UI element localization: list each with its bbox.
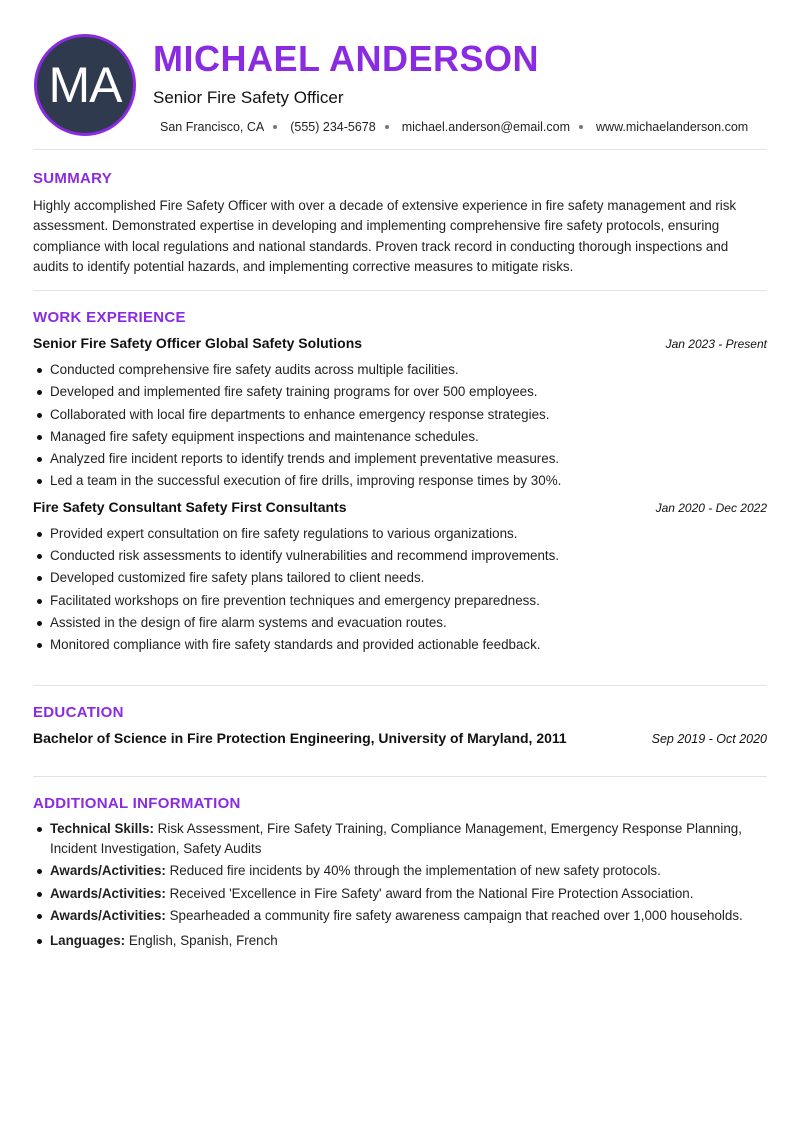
education-date: Sep 2019 - Oct 2020 [651,732,767,746]
education-heading: EDUCATION [33,704,124,721]
contact-email[interactable]: michael.anderson@email.com [401,120,571,134]
list-item: Led a team in the successful execution of fire drills, improving response times by 30%. [33,470,767,492]
item-text: Risk Assessment, Fire Safety Training, Compliance Management, Emergency Response Planning, Incident Investigation, Safety Audits [50,821,742,856]
contact-phone[interactable]: (555) 234-5678 [290,120,376,134]
resume-header [33,0,767,150]
list-item: Developed and implemented fire safety training programs for over 500 employees. [33,381,767,403]
job-header [33,335,767,357]
summary-heading: SUMMARY [33,170,113,187]
list-item [33,931,767,951]
item-label: Languages: [50,932,126,948]
list-item [33,819,767,858]
list-item: Managed fire safety equipment inspections and maintenance schedules. [33,426,767,448]
job-date: Jan 2020 - Dec 2022 [655,500,767,515]
separator-dot [385,125,389,129]
list-item: Collaborated with local fire departments to enhance emergency response strategies. [33,404,767,426]
item-label: Technical Skills: [50,821,154,836]
item-text: Reduced fire incidents by 40% through the implementation of new safety protocols. [165,863,661,878]
avatar: MA [34,34,136,136]
job-entry [33,499,767,657]
education-entry [33,730,767,746]
list-item: Facilitated workshops on fire prevention techniques and emergency preparedness. [33,590,767,612]
summary-text: Highly accomplished Fire Safety Officer with over a decade of extensive experience in fire safety management and risk assessment. Demonstrated expertise in developing and implementing comprehensive fire safety protocols, ensuring compliance with local regulations and national standards. Proven track record in conducting thorough inspections and audits to identify potential hazards, and implementing corrective measures to mitigate risks. [33,198,737,274]
job-header [33,499,767,521]
list-item: Conducted comprehensive fire safety audits across multiple facilities. [33,359,767,381]
work-experience-heading: WORK EXPERIENCE [33,309,186,326]
job-bullets [33,523,767,657]
additional-info-section [33,777,767,950]
list-item [33,884,767,904]
list-item: Conducted risk assessments to identify vulnerabilities and recommend improvements. [33,545,767,567]
separator-dot [579,125,583,129]
additional-info-list [33,819,767,950]
contact-website[interactable]: www.michaelanderson.com [596,120,749,134]
list-item: Assisted in the design of fire alarm systems and evacuation routes. [33,612,767,634]
candidate-title: Senior Fire Safety Officer [153,88,344,107]
candidate-name: MICHAEL ANDERSON [153,38,540,79]
education-degree: Bachelor of Science in Fire Protection Engineering, University of Maryland, 2011 [33,730,567,746]
list-item: Developed customized fire safety plans tailored to client needs. [33,567,767,589]
education-section [33,686,767,777]
job-date: Jan 2023 - Present [665,337,767,351]
job-entry [33,335,767,493]
list-item: Monitored compliance with fire safety standards and provided actionable feedback. [33,634,767,656]
item-label: Awards/Activities: [50,863,166,878]
item-label: Awards/Activities: [50,885,166,901]
list-item [33,906,767,926]
item-text: Spearheaded a community fire safety awareness campaign that reached over 1,000 households. [165,908,743,923]
contact-line [160,120,748,134]
work-experience-section [33,291,767,686]
item-text: Received 'Excellence in Fire Safety' award from the National Fire Protection Association. [165,885,694,901]
job-bullets [33,359,767,493]
additional-info-heading: ADDITIONAL INFORMATION [33,795,241,812]
item-text: English, Spanish, French [125,932,278,948]
summary-section [33,150,767,291]
list-item: Provided expert consultation on fire safety regulations to various organizations. [33,523,767,545]
list-item: Analyzed fire incident reports to identify trends and implement preventative measures. [33,448,767,470]
item-label: Awards/Activities: [50,908,166,923]
list-item [33,861,767,881]
job-role: Fire Safety Consultant Safety First Consultants [33,498,347,515]
contact-location: San Francisco, CA [160,120,265,134]
separator-dot [273,125,277,129]
job-role: Senior Fire Safety Officer Global Safety Solutions [33,335,363,351]
